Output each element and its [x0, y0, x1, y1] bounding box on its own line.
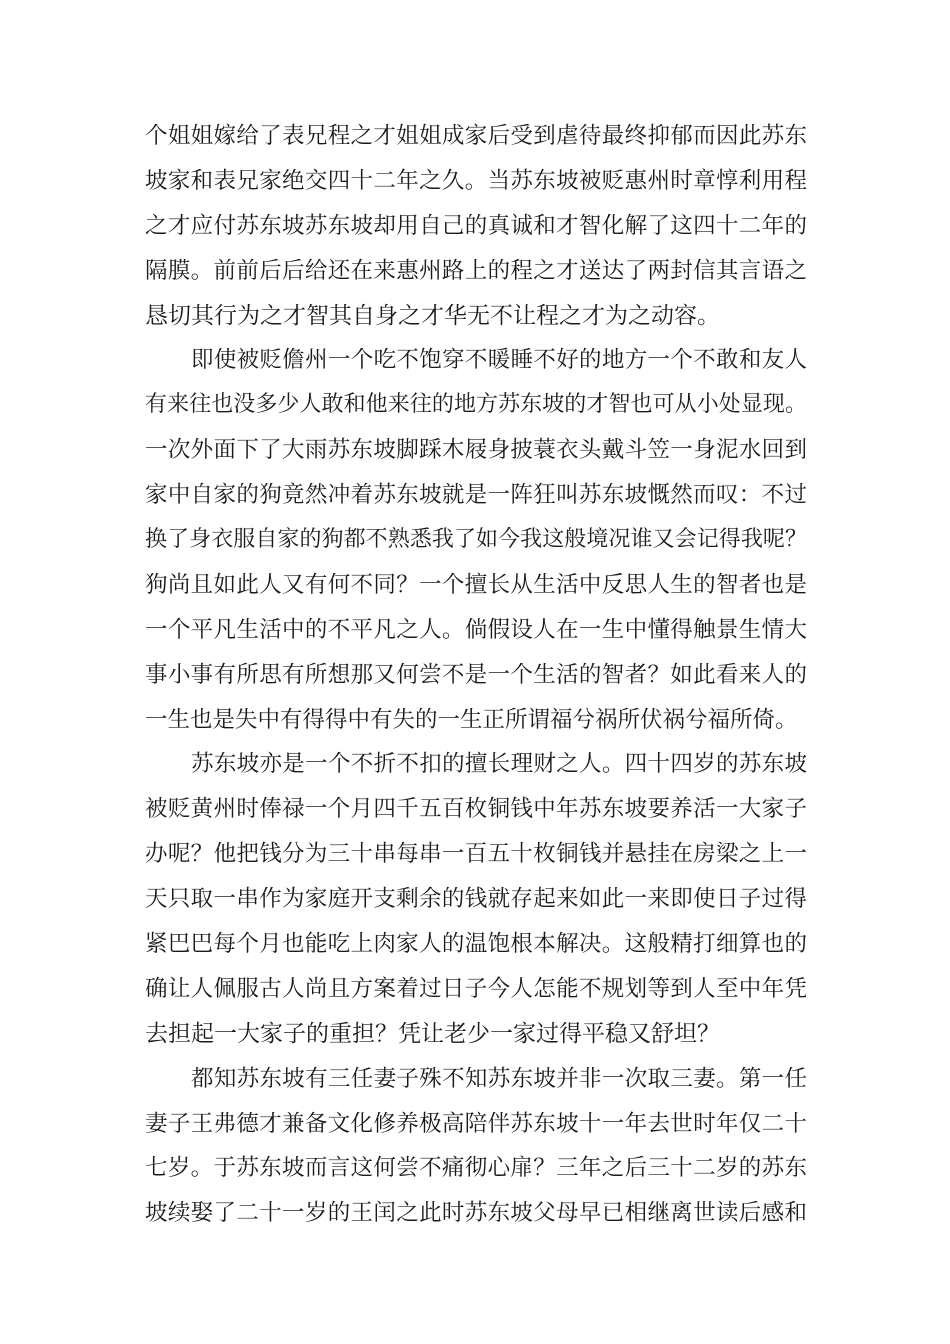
paragraph-2-line-2: 有来往也没多少人敢和他来往的地方苏东坡的才智也可从小处显现。 — [145, 392, 807, 418]
paragraph-1-line-3: 之才应付苏东坡苏东坡却用自己的真诚和才智化解了这四十二年的 — [145, 212, 807, 239]
paragraph-3-line-3: 办呢？他把钱分为三十串每串一百五十枚铜钱并悬挂在房梁之上一 — [145, 841, 807, 868]
paragraph-2-line-1: 即使被贬儋州一个吃不饱穿不暖睡不好的地方一个不敢和友人 — [191, 347, 807, 374]
paragraph-4-line-1: 都知苏东坡有三任妻子殊不知苏东坡并非一次取三妻。第一任 — [191, 1065, 807, 1092]
paragraph-2-line-3: 一次外面下了大雨苏东坡脚踩木屐身披蓑衣头戴斗笠一身泥水回到 — [145, 437, 807, 464]
paragraph-3-line-5: 紧巴巴每个月也能吃上肉家人的温饱根本解决。这般精打细算也的 — [145, 931, 807, 958]
paragraph-2-line-7: 一个平凡生活中的不平凡之人。倘假设人在一生中懂得触景生情大 — [145, 616, 807, 643]
paragraph-4-line-3: 七岁。于苏东坡而言这何尝不痛彻心扉？三年之后三十二岁的苏东 — [145, 1155, 807, 1182]
paragraph-2-line-9: 一生也是失中有得得中有失的一生正所谓福兮祸所伏祸兮福所倚。 — [145, 706, 798, 733]
paragraph-1-line-2: 坡家和表兄家绝交四十二年之久。当苏东坡被贬惠州时章惇利用程 — [145, 167, 807, 194]
document-body — [145, 114, 807, 1236]
paragraph-1-line-5: 恳切其行为之才智其自身之才华无不让程之才为之动容。 — [145, 302, 720, 329]
paragraph-3-line-7: 去担起一大家子的重担？凭让老少一家过得平稳又舒坦？ — [145, 1020, 720, 1047]
paragraph-3-line-1: 苏东坡亦是一个不折不扣的擅长理财之人。四十四岁的苏东坡 — [191, 751, 807, 778]
paragraph-2-line-5: 换了身衣服自家的狗都不熟悉我了如今我这般境况谁又会记得我呢？ — [145, 527, 807, 553]
paragraph-2-line-6: 狗尚且如此人又有何不同？一个擅长从生活中反思人生的智者也是 — [145, 571, 807, 598]
paragraph-3-line-4: 天只取一串作为家庭开支剩余的钱就存起来如此一来即使日子过得 — [145, 886, 807, 913]
paragraph-2-line-4: 家中自家的狗竟然冲着苏东坡就是一阵狂叫苏东坡慨然而叹：不过 — [145, 482, 807, 509]
paragraph-4-line-4: 坡续娶了二十一岁的王闰之此时苏东坡父母早已相继离世读后感和 — [145, 1200, 807, 1227]
paragraph-3-line-2: 被贬黄州时俸禄一个月四千五百枚铜钱中年苏东坡要养活一大家子 — [145, 796, 807, 823]
paragraph-3-line-6: 确让人佩服古人尚且方案着过日子今人怎能不规划等到人至中年凭 — [145, 975, 807, 1002]
paragraph-2-line-8: 事小事有所思有所想那又何尝不是一个生活的智者？如此看来人的 — [145, 661, 807, 688]
paragraph-1-line-4: 隔膜。前前后后给还在来惠州路上的程之才送达了两封信其言语之 — [145, 257, 807, 284]
paragraph-1-line-1: 个姐姐嫁给了表兄程之才姐姐成家后受到虐待最终抑郁而因此苏东 — [145, 123, 807, 149]
paragraph-4-line-2: 妻子王弗德才兼备文化修养极高陪伴苏东坡十一年去世时年仅二十 — [145, 1110, 807, 1137]
